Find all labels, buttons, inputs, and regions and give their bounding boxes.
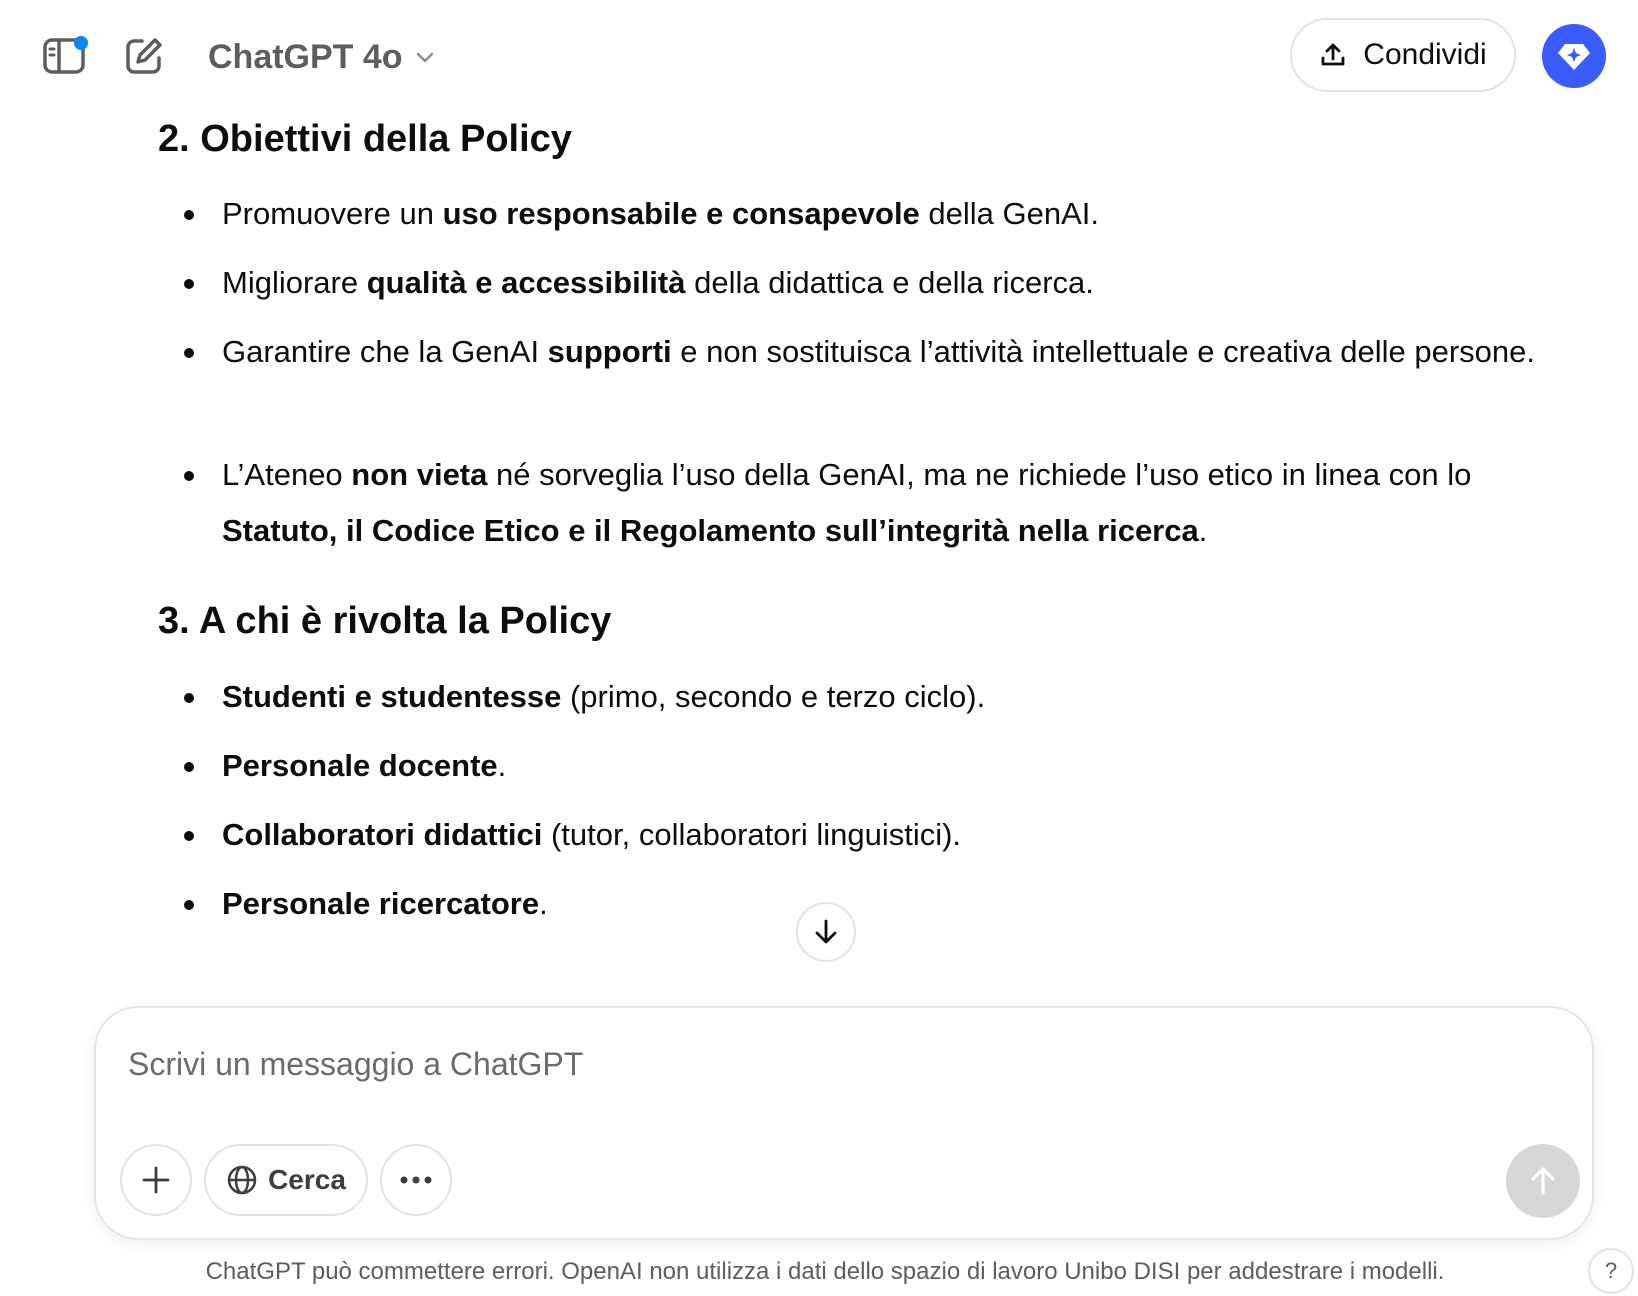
list-item: Collaboratori didattici (tutor, collaboratori linguistici). [222,807,1542,863]
ellipsis-icon [399,1175,433,1185]
arrow-up-icon [1527,1165,1559,1197]
section-heading: 2. Obiettivi della Policy [158,118,572,160]
attach-button[interactable] [120,1144,192,1216]
avatar[interactable] [1542,24,1606,88]
scroll-to-bottom-button[interactable] [796,902,856,962]
model-selector[interactable] [208,32,437,82]
help-button[interactable]: ? [1588,1248,1634,1294]
model-name: ChatGPT 4o [208,37,403,76]
share-button[interactable] [1290,18,1516,92]
list-item: Migliorare qualità e accessibilità della didattica e della ricerca. [222,255,1542,311]
chevron-down-icon [413,45,437,69]
search-label: Cerca [268,1164,346,1195]
upload-icon [1319,41,1347,69]
notification-dot [74,36,88,50]
list-item: L’Ateneo non vieta né sorveglia l’uso della GenAI, ma ne richiede l’uso etico in linea con lo Statuto, il Codice Etico e il Regolamento sull’integrità nella ricerca. [222,447,1542,559]
plus-icon [141,1165,171,1195]
share-label: Condividi [1363,38,1487,71]
more-options-button[interactable] [380,1144,452,1216]
search-button[interactable] [204,1144,368,1216]
list-item: Garantire che la GenAI supporti e non sostituisca l’attività intellettuale e creativa delle persone. [222,324,1542,380]
new-chat-button[interactable] [118,30,170,82]
edit-icon [124,36,164,76]
list-item: Personale ricercatore. [222,876,1542,932]
diamond-sparkle-icon [1554,36,1594,76]
message-composer [94,1006,1594,1240]
section-heading: 3. A chi è rivolta la Policy [158,600,612,642]
disclaimer-text: ChatGPT può commettere errori. OpenAI non utilizza i dati dello spazio di lavoro Unibo DISI per addestrare i modelli. [205,1258,1445,1285]
list-item: Promuovere un uso responsabile e consapevole della GenAI. [222,186,1542,242]
list-item: Studenti e studentesse (primo, secondo e terzo ciclo). [222,669,1542,725]
send-button[interactable] [1506,1144,1580,1218]
list-item: Personale docente. [222,738,1542,794]
message-input[interactable] [126,1038,1430,1090]
globe-icon [226,1164,258,1196]
arrow-down-icon [811,917,841,947]
